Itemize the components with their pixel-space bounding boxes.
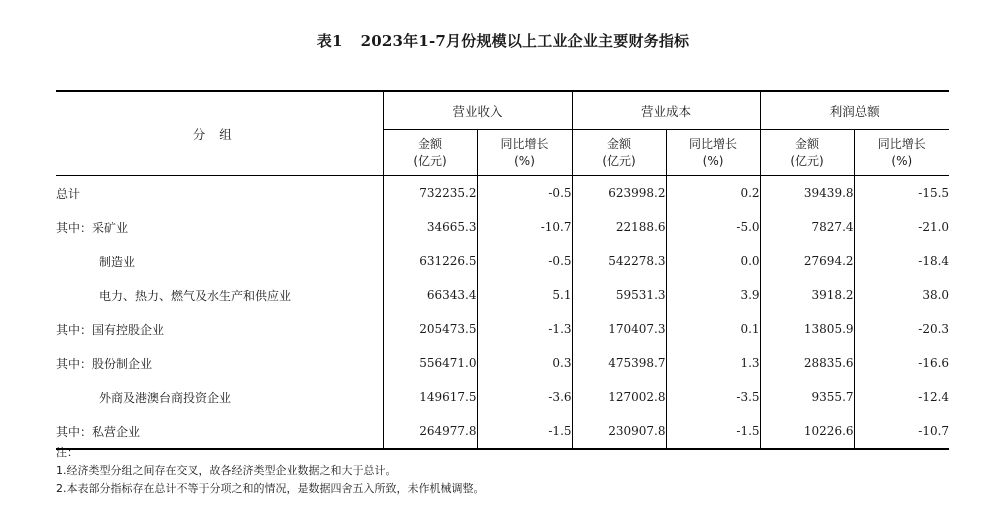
table-title-text: 2023年1-7月份规模以上工业企业主要财务指标 xyxy=(360,32,690,50)
cost-amount-cell: 127002.8 xyxy=(572,380,666,414)
table-row xyxy=(56,312,949,346)
cost-growth-header: 同比增长 (%) xyxy=(666,130,760,176)
profit-growth-cell: -10.7 xyxy=(854,414,949,449)
profit-amount-header: 金额 (亿元) xyxy=(760,130,854,176)
profit-amount-cell: 27694.2 xyxy=(760,244,854,278)
profit-amount-cell: 28835.6 xyxy=(760,346,854,380)
profit-growth-cell: -16.6 xyxy=(854,346,949,380)
profit-growth-cell: -21.0 xyxy=(854,210,949,244)
profit-amount-cell: 7827.4 xyxy=(760,210,854,244)
profit-amount-cell: 3918.2 xyxy=(760,278,854,312)
cost-growth-cell: -5.0 xyxy=(666,210,760,244)
cost-group-header: 营业成本 xyxy=(572,91,760,130)
cost-growth-cell: -1.5 xyxy=(666,414,760,449)
cost-growth-cell: 0.1 xyxy=(666,312,760,346)
cost-growth-cell: 0.2 xyxy=(666,176,760,211)
revenue-growth-cell: -0.5 xyxy=(477,176,572,211)
revenue-group-header: 营业收入 xyxy=(383,91,572,130)
revenue-growth-cell: -3.6 xyxy=(477,380,572,414)
cost-amount-cell: 59531.3 xyxy=(572,278,666,312)
cost-amount-cell: 475398.7 xyxy=(572,346,666,380)
revenue-growth-cell: -0.5 xyxy=(477,244,572,278)
revenue-amount-cell: 732235.2 xyxy=(383,176,477,211)
financial-indicators-table xyxy=(56,90,949,450)
profit-growth-cell: -18.4 xyxy=(854,244,949,278)
note-line: 1.经济类型分组之间存在交叉，故各经济类型企业数据之和大于总计。 xyxy=(56,464,397,477)
note-line: 2.本表部分指标存在总计不等于分项之和的情况，是数据四舍五入所致，未作机械调整。 xyxy=(56,482,485,495)
cost-amount-cell: 22188.6 xyxy=(572,210,666,244)
table-body xyxy=(56,176,949,450)
notes-heading: 注： xyxy=(56,446,78,459)
table-row xyxy=(56,380,949,414)
profit-growth-cell: -15.5 xyxy=(854,176,949,211)
revenue-amount-cell: 264977.8 xyxy=(383,414,477,449)
revenue-growth-cell: -1.3 xyxy=(477,312,572,346)
table-row xyxy=(56,176,949,211)
table-number: 表1 xyxy=(316,32,343,50)
profit-amount-cell: 39439.8 xyxy=(760,176,854,211)
cost-amount-cell: 623998.2 xyxy=(572,176,666,211)
profit-growth-header: 同比增长 (%) xyxy=(854,130,949,176)
table-row xyxy=(56,346,949,380)
row-label: 其中：国有控股企业 xyxy=(56,322,165,337)
revenue-amount-cell: 631226.5 xyxy=(383,244,477,278)
table-row xyxy=(56,210,949,244)
table-row xyxy=(56,278,949,312)
profit-growth-cell: 38.0 xyxy=(854,278,949,312)
revenue-growth-cell: 0.3 xyxy=(477,346,572,380)
profit-growth-cell: -12.4 xyxy=(854,380,949,414)
row-label: 电力、热力、燃气及水生产和供应业 xyxy=(99,288,292,303)
revenue-growth-cell: 5.1 xyxy=(477,278,572,312)
profit-growth-cell: -20.3 xyxy=(854,312,949,346)
row-label: 其中：股份制企业 xyxy=(56,356,153,371)
profit-amount-cell: 9355.7 xyxy=(760,380,854,414)
revenue-amount-cell: 149617.5 xyxy=(383,380,477,414)
row-label: 制造业 xyxy=(99,254,136,269)
cost-growth-cell: -3.5 xyxy=(666,380,760,414)
cost-amount-cell: 170407.3 xyxy=(572,312,666,346)
row-label: 外商及港澳台商投资企业 xyxy=(99,390,232,405)
group-column-header: 分组 xyxy=(56,91,383,176)
cost-amount-cell: 230907.8 xyxy=(572,414,666,449)
profit-amount-cell: 10226.6 xyxy=(760,414,854,449)
table-row xyxy=(56,244,949,278)
revenue-growth-cell: -10.7 xyxy=(477,210,572,244)
cost-growth-cell: 0.0 xyxy=(666,244,760,278)
cost-growth-cell: 1.3 xyxy=(666,346,760,380)
revenue-amount-header: 金额 (亿元) xyxy=(383,130,477,176)
cost-amount-cell: 542278.3 xyxy=(572,244,666,278)
row-label: 其中：采矿业 xyxy=(56,220,129,235)
table-title xyxy=(0,30,1006,51)
revenue-amount-cell: 34665.3 xyxy=(383,210,477,244)
revenue-growth-cell: -1.5 xyxy=(477,414,572,449)
profit-group-header: 利润总额 xyxy=(760,91,949,130)
row-label: 其中：私营企业 xyxy=(56,414,383,449)
cost-amount-header: 金额 (亿元) xyxy=(572,130,666,176)
revenue-amount-cell: 205473.5 xyxy=(383,312,477,346)
revenue-amount-cell: 66343.4 xyxy=(383,278,477,312)
profit-amount-cell: 13805.9 xyxy=(760,312,854,346)
revenue-growth-header: 同比增长 (%) xyxy=(477,130,572,176)
table-notes xyxy=(56,444,485,498)
revenue-amount-cell: 556471.0 xyxy=(383,346,477,380)
row-label: 总计 xyxy=(56,186,81,201)
cost-growth-cell: 3.9 xyxy=(666,278,760,312)
